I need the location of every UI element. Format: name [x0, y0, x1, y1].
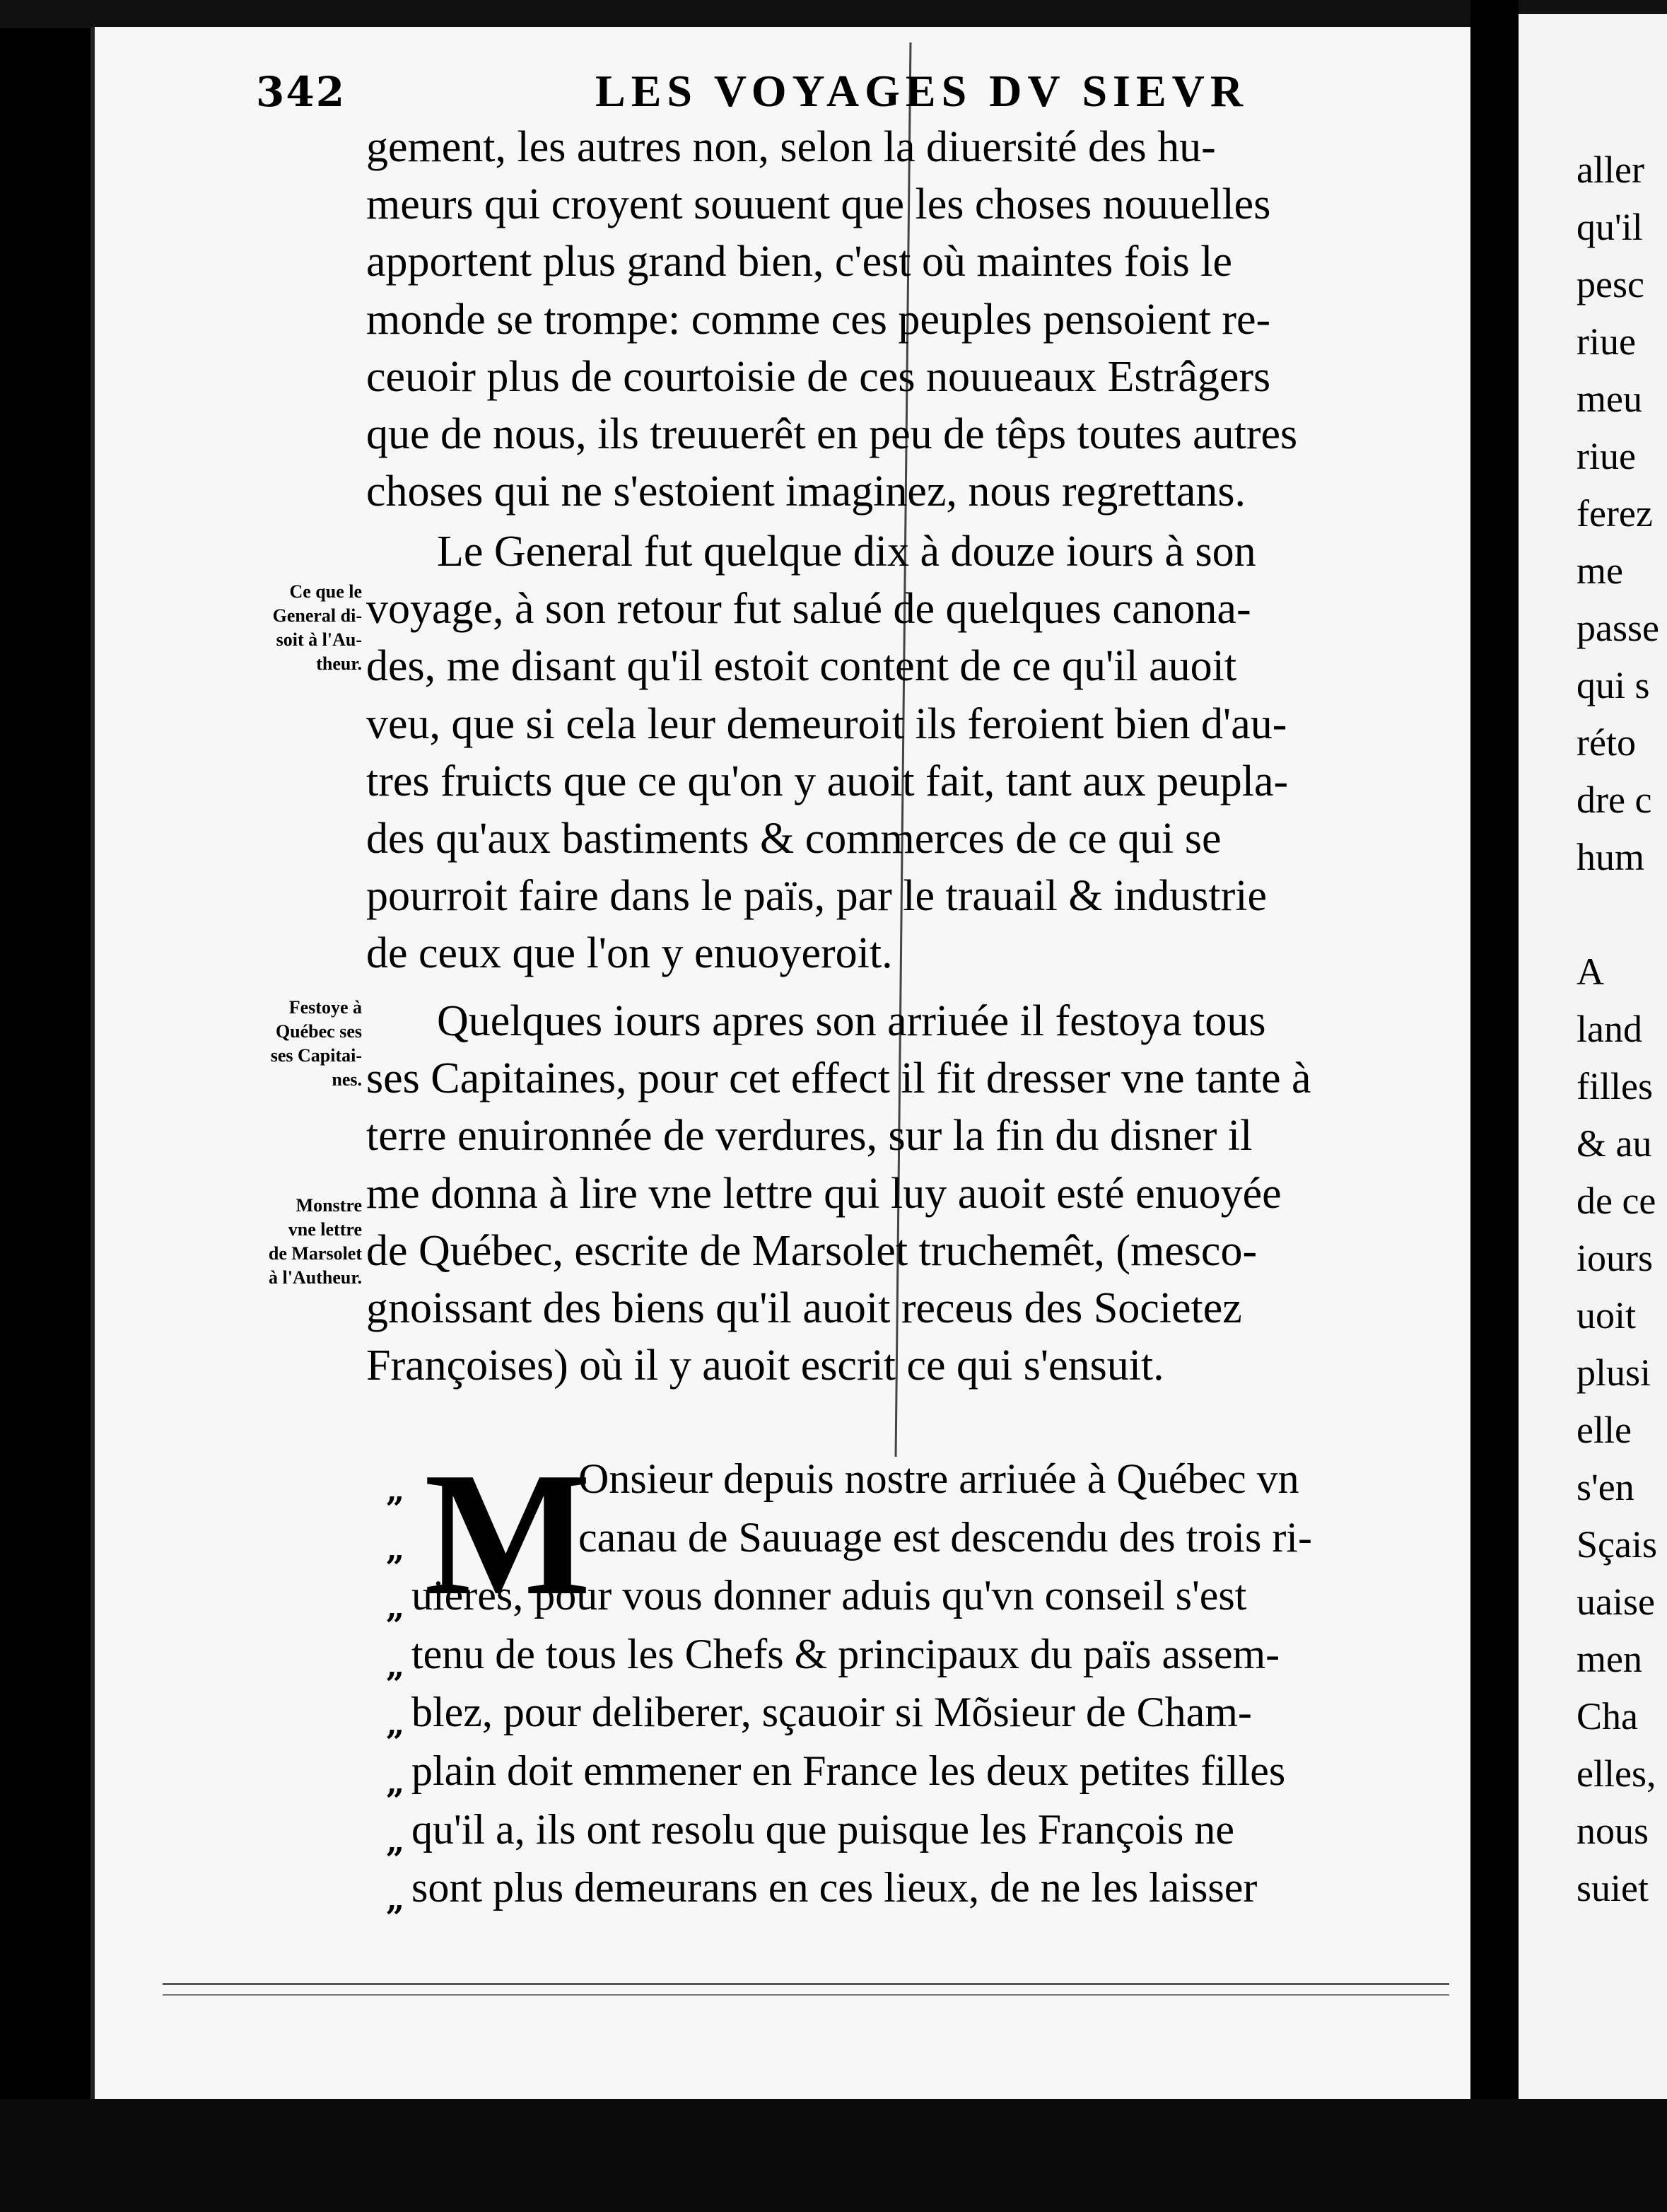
text-line: choses qui ne s'estoient imaginez, nous regrettans.: [366, 467, 1246, 516]
text-line: des qu'aux bastiments & commerces de ce qui se: [366, 814, 1222, 863]
page-number: 342: [256, 68, 346, 116]
facing-line: elle: [1577, 1409, 1632, 1451]
letter-line: blez, pour deliberer, sçauoir si Mõsieur de Cham-: [411, 1689, 1252, 1736]
facing-line: réto: [1577, 721, 1636, 764]
facing-line: men: [1577, 1638, 1642, 1680]
scan-border-top: [0, 0, 1667, 28]
letter-line: uieres, pour vous donner aduis qu'vn conseil s'est: [411, 1572, 1247, 1619]
bottom-rule: [163, 1994, 1449, 1996]
text-line: ceuoir plus de courtoisie de ces nouueaux Estrâgers: [366, 352, 1271, 401]
book-gutter: [1470, 0, 1519, 2212]
facing-line: nous: [1577, 1810, 1649, 1852]
paragraph-3: [366, 993, 1420, 1395]
facing-line: qu'il: [1577, 206, 1643, 248]
margin-note-line: soit à l'Au-: [276, 629, 362, 650]
facing-line: iours: [1577, 1237, 1653, 1279]
text-line: pourroit faire dans le païs, par le trauail & industrie: [366, 872, 1268, 921]
facing-line: ferez: [1577, 492, 1653, 535]
letter-line: qu'il a, ils ont resolu que puisque les François ne: [411, 1805, 1234, 1853]
facing-line: meu: [1577, 378, 1642, 420]
text-line: Le General fut quelque dix à douze iours à son: [437, 528, 1256, 576]
letter-line: tenu de tous les Chefs & principaux du païs assem-: [411, 1630, 1280, 1677]
margin-note-line: Festoye à: [288, 997, 362, 1018]
facing-line: Sçais: [1577, 1523, 1657, 1566]
paragraph-1: [366, 119, 1420, 520]
facing-line: plusi: [1577, 1351, 1651, 1394]
margin-note-line: Monstre: [296, 1195, 362, 1216]
quote-mark: „: [386, 1588, 405, 1626]
text-line: monde se trompe: comme ces peuples pensoient re-: [366, 295, 1271, 344]
facing-line: s'en: [1577, 1466, 1634, 1508]
facing-line: Cha: [1577, 1695, 1638, 1737]
facing-line: pesc: [1577, 263, 1644, 305]
text-line: meurs qui croyent souuent que les choses nouuelles: [366, 180, 1271, 229]
letter-line: plain doit emmener en France les deux petites filles: [411, 1747, 1286, 1794]
letter-line: canau de Sauuage est descendu des trois ri-: [578, 1513, 1312, 1561]
facing-line: riue: [1577, 320, 1636, 363]
scan-border-bottom: [0, 2099, 1667, 2212]
margin-note-line: ses Capitai-: [270, 1045, 362, 1066]
facing-line: aller: [1577, 149, 1644, 191]
text-line: gnoissant des biens qu'il auoit receus des Societez: [366, 1283, 1242, 1332]
text-line: gement, les autres non, selon la diuersité des hu-: [366, 123, 1216, 171]
facing-line: uaise: [1577, 1581, 1655, 1623]
letter-line: Onsieur depuis nostre arriuée à Québec vn: [578, 1455, 1299, 1502]
margin-note-line: Ce que le: [289, 581, 362, 602]
facing-line: passe: [1577, 607, 1659, 649]
quoted-letter: [411, 1450, 1420, 1917]
facing-line: land: [1577, 1008, 1642, 1050]
facing-line: elles,: [1577, 1752, 1656, 1795]
text-line: tres fruicts que ce qu'on y auoit fait, tant aux peupla-: [366, 757, 1289, 805]
quote-mark: „: [386, 1704, 405, 1743]
text-line: veu, que si cela leur demeuroit ils feroient bien d'au-: [366, 699, 1287, 748]
quote-mark: „: [386, 1762, 405, 1801]
text-line: que de nous, ils treuuerêt en peu de têps toutes autres: [366, 409, 1298, 458]
facing-line: & au: [1577, 1122, 1652, 1165]
margin-note-festoye: [199, 996, 362, 1092]
text-line: Quelques iours apres son arriuée il festoya tous: [437, 997, 1266, 1045]
facing-line: riue: [1577, 435, 1636, 477]
facing-line: uoit: [1577, 1294, 1637, 1337]
text-line: Françoises) où il y auoit escrit ce qui s'ensuit.: [366, 1341, 1164, 1390]
text-line: ses Capitaines, pour cet effect il fit dresser vne tante à: [366, 1054, 1311, 1103]
facing-line: me: [1577, 549, 1623, 592]
margin-note-line: à l'Autheur.: [269, 1267, 362, 1288]
text-line: terre enuironnée de verdures, sur la fin du disner il: [366, 1112, 1253, 1160]
quote-mark: „: [386, 1880, 405, 1919]
facing-line: [1577, 886, 1667, 943]
quote-mark: „: [386, 1821, 405, 1860]
letter-line: sont plus demeurans en ces lieux, de ne les laisser: [411, 1864, 1258, 1911]
text-line: apportent plus grand bien, c'est où maintes fois le: [366, 238, 1233, 286]
facing-line: filles: [1577, 1065, 1653, 1107]
text-line: des, me disant qu'il estoit content de ce qu'il auoit: [366, 642, 1237, 691]
margin-note-line: theur.: [316, 653, 362, 674]
margin-note-general: [199, 580, 362, 676]
text-line: me donna à lire vne lettre qui luy auoit esté enuoyée: [366, 1169, 1282, 1218]
margin-note-line: Québec ses: [275, 1021, 362, 1042]
running-head: LES VOYAGES DV SIEVR: [595, 66, 1249, 116]
facing-line: qui s: [1577, 664, 1650, 706]
margin-note-line: nes.: [332, 1069, 362, 1090]
quote-mark: „: [386, 1646, 405, 1684]
text-line: de Québec, escrite de Marsolet truchemêt, (mesco-: [366, 1226, 1258, 1275]
facing-line: de ce: [1577, 1180, 1656, 1222]
quotation-marks-column: [386, 1461, 404, 1928]
facing-line: dre c: [1577, 779, 1652, 821]
facing-line: A: [1577, 950, 1604, 993]
text-line: voyage, à son retour fut salué de quelques canona-: [366, 585, 1251, 634]
facing-line: suiet: [1577, 1867, 1649, 1909]
quote-mark: „: [386, 1471, 405, 1509]
drop-cap: M: [424, 1436, 591, 1632]
margin-note-line: General di-: [272, 605, 362, 626]
text-line: de ceux que l'on y enuoyeroit.: [366, 929, 893, 978]
margin-note-line: vne lettre: [288, 1219, 362, 1240]
margin-note-monstre: [199, 1194, 362, 1290]
margin-note-line: de Marsolet: [268, 1243, 362, 1264]
facing-page-text: [1577, 141, 1667, 1917]
facing-line: hum: [1577, 836, 1645, 878]
paragraph-2: [366, 523, 1420, 983]
bottom-rule: [163, 1983, 1449, 1985]
quote-mark: „: [386, 1529, 405, 1568]
